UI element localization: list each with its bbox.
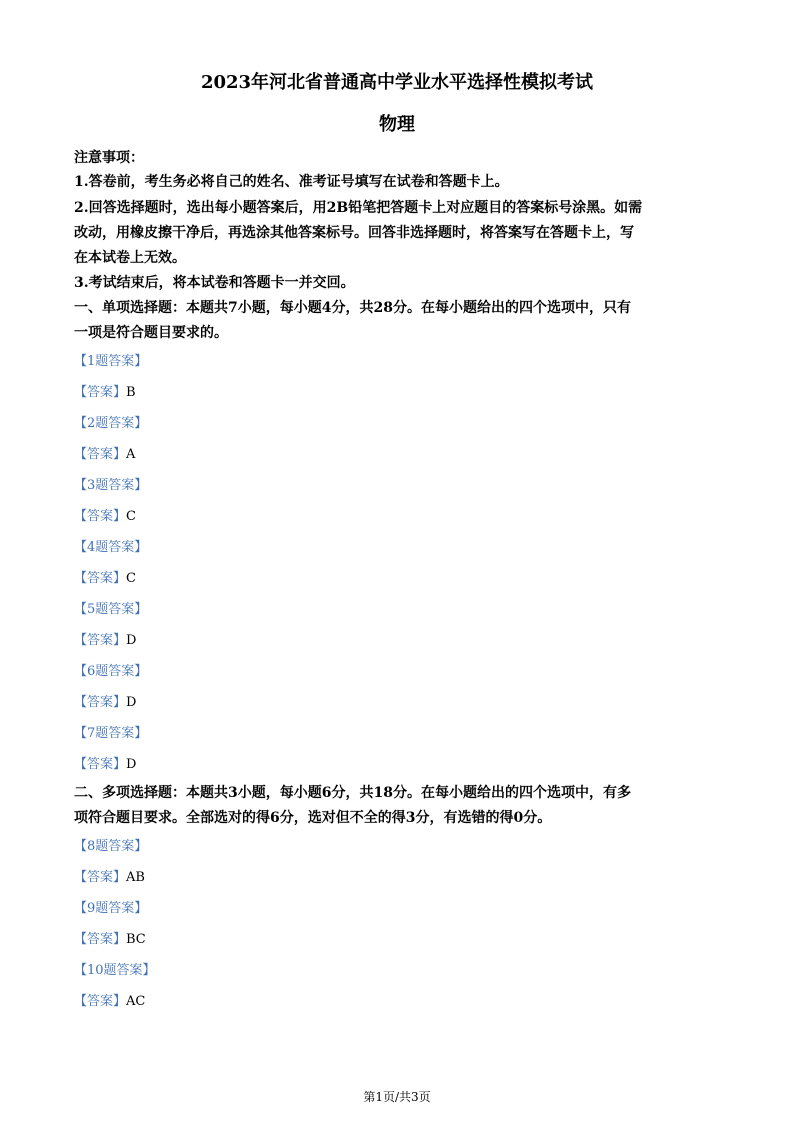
answer-value-1: B [126, 385, 136, 400]
document-body [74, 147, 724, 1012]
answer-row-9 [74, 930, 724, 950]
section-1-heading-line-1: 一、单项选择题：本题共7小题，每小题4分，共28分。在每小题给出的四个选项中，只有 [74, 300, 631, 316]
question-label-1: 【1题答案】 [74, 354, 148, 369]
answer-prefix: 【答案】 [74, 509, 127, 524]
question-label-7: 【7题答案】 [74, 726, 148, 741]
answer-row-10 [74, 992, 724, 1012]
answer-prefix: 【答案】 [74, 447, 127, 462]
notice-item-2-line-1: 2.回答选择题时，选出每小题答案后，用2B铅笔把答题卡上对应题目的答案标号涂黑。如需 [74, 200, 643, 216]
answer-value-2: A [126, 447, 136, 462]
answer-row-5 [74, 631, 724, 651]
answer-prefix: 【答案】 [74, 571, 127, 586]
page-footer: 第1页/共3页 [363, 1090, 431, 1104]
answer-row-3 [74, 507, 724, 527]
question-label-8: 【8题答案】 [74, 839, 148, 854]
section-1-answers [74, 352, 724, 775]
notice-item-1: 1.答卷前，考生务必将自己的姓名、准考证号填写在试卷和答题卡上。 [74, 174, 509, 190]
answer-value-3: C [126, 509, 136, 524]
section-2-answers [74, 837, 724, 1012]
answer-prefix: 【答案】 [74, 994, 127, 1009]
answer-value-4: C [126, 571, 136, 586]
answer-row-4 [74, 569, 724, 589]
answer-row-1 [74, 383, 724, 403]
notice-heading: 注意事项： [74, 150, 144, 166]
answer-prefix: 【答案】 [74, 757, 127, 772]
notice-item-2-line-3: 在本试卷上无效。 [74, 250, 186, 266]
question-label-6: 【6题答案】 [74, 664, 148, 679]
subject-title: 物理 [379, 114, 415, 135]
answer-value-9: BC [126, 932, 146, 947]
question-label-3: 【3题答案】 [74, 478, 148, 493]
question-label-9: 【9题答案】 [74, 901, 148, 916]
exam-title: 2023年河北省普通高中学业水平选择性模拟考试 [200, 72, 594, 93]
answer-prefix: 【答案】 [74, 695, 127, 710]
section-1-heading-line-2: 一项是符合题目要求的。 [74, 325, 228, 341]
answer-value-5: D [126, 633, 137, 648]
question-label-2: 【2题答案】 [74, 416, 148, 431]
answer-prefix: 【答案】 [74, 932, 127, 947]
section-2-heading-line-2: 项符合题目要求。全部选对的得6分，选对但不全的得3分，有选错的得0分。 [74, 810, 552, 826]
notice-item-3: 3.考试结束后，将本试卷和答题卡一并交回。 [74, 275, 355, 291]
answer-prefix: 【答案】 [74, 385, 127, 400]
answer-value-7: D [126, 757, 137, 772]
answer-row-2 [74, 445, 724, 465]
question-label-4: 【4题答案】 [74, 540, 148, 555]
answer-row-8 [74, 868, 724, 888]
answer-row-6 [74, 693, 724, 713]
notice-item-2-line-2: 改动，用橡皮擦干净后，再选涂其他答案标号。回答非选择题时，将答案写在答题卡上，写 [74, 225, 634, 241]
answer-prefix: 【答案】 [74, 633, 127, 648]
question-label-10: 【10题答案】 [74, 963, 156, 978]
answer-value-10: AC [126, 994, 146, 1009]
answer-row-7 [74, 755, 724, 775]
answer-value-6: D [126, 695, 137, 710]
section-2-heading-line-1: 二、多项选择题：本题共3小题，每小题6分，共18分。在每小题给出的四个选项中，有多 [74, 785, 631, 801]
answer-prefix: 【答案】 [74, 870, 127, 885]
question-label-5: 【5题答案】 [74, 602, 148, 617]
answer-value-8: AB [126, 870, 145, 885]
